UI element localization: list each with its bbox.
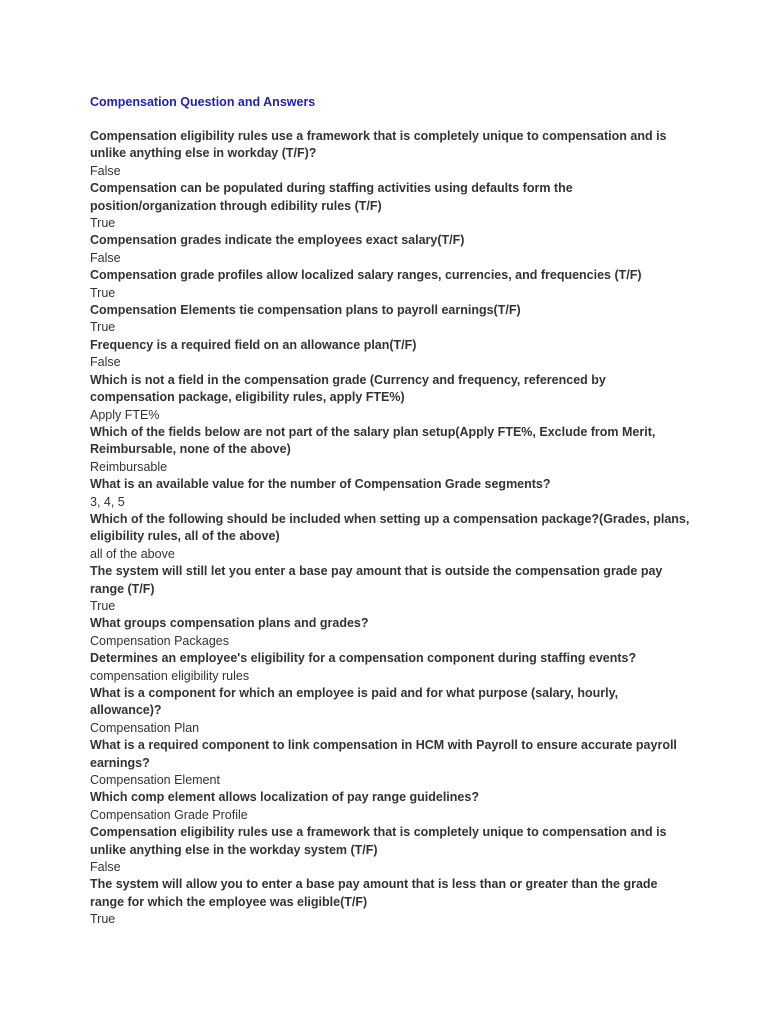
document-title: Compensation Question and Answers: [90, 95, 316, 109]
answer-text: False: [90, 355, 121, 370]
answer-text: Compensation Plan: [90, 720, 200, 735]
qa-item: [90, 737, 690, 789]
answer-text: Compensation Element: [90, 773, 220, 788]
qa-item: [90, 876, 690, 928]
answer-text: True: [90, 320, 116, 335]
qa-item: [90, 563, 690, 615]
question-text: Compensation can be populated during staffing activities using defaults form the position/organization through edibility rules (T/F): [90, 181, 573, 213]
question-text: Which is not a field in the compensation grade (Currency and frequency, referenced by compensation package, eligibility rules, apply FTE%): [90, 372, 606, 405]
qa-item: [90, 180, 690, 232]
question-text: What is a required component to link compensation in HCM with Payroll to ensure accurate payroll earnings?: [90, 738, 677, 770]
question-text: Which of the following should be included when setting up a compensation package?(Grades, plans, eligibility rules, all of the above): [90, 511, 690, 544]
qa-list: [90, 128, 690, 929]
qa-item: [90, 267, 690, 302]
qa-item: [90, 337, 690, 372]
question-text: Which of the fields below are not part of the salary plan setup(Apply FTE%, Exclude from Merit, Reimbursable, none of the above): [90, 424, 656, 457]
question-text: What groups compensation plans and grades?: [90, 616, 369, 631]
qa-item: [90, 685, 690, 737]
question-text: What is a component for which an employee is paid and for what purpose (salary, hourly, allowance)?: [90, 686, 619, 718]
question-text: Compensation Elements tie compensation plans to payroll earnings(T/F): [90, 303, 521, 318]
answer-text: Reimbursable: [90, 459, 168, 474]
qa-item: [90, 372, 690, 424]
answer-text: Apply FTE%: [90, 407, 160, 422]
answer-text: False: [90, 250, 121, 265]
qa-item: [90, 232, 690, 267]
answer-text: Compensation Packages: [90, 633, 229, 648]
question-text: Compensation eligibility rules use a framework that is completely unique to compensation and is unlike anything else in the workday system (T/F): [90, 825, 667, 857]
qa-item: [90, 424, 690, 476]
answer-text: 3, 4, 5: [90, 494, 125, 509]
question-text: Which comp element allows localization of pay range guidelines?: [90, 790, 479, 805]
question-text: Determines an employee's eligibility for a compensation component during staffing events?: [90, 651, 637, 666]
answer-text: Compensation Grade Profile: [90, 807, 248, 822]
qa-item: [90, 302, 690, 337]
answer-text: False: [90, 163, 121, 178]
question-text: The system will still let you enter a base pay amount that is outside the compensation grade pay range (T/F): [90, 564, 663, 596]
question-text: Compensation grades indicate the employees exact salary(T/F): [90, 233, 465, 248]
qa-item: [90, 476, 690, 511]
answer-text: False: [90, 860, 121, 875]
answer-text: compensation eligibility rules: [90, 668, 250, 683]
qa-item: [90, 650, 690, 685]
answer-text: True: [90, 598, 116, 613]
qa-item: [90, 615, 690, 650]
answer-text: True: [90, 216, 116, 231]
question-text: Frequency is a required field on an allowance plan(T/F): [90, 337, 417, 352]
question-text: What is an available value for the number of Compensation Grade segments?: [90, 477, 551, 492]
answer-text: True: [90, 912, 116, 927]
qa-item: [90, 824, 690, 876]
answer-text: True: [90, 285, 116, 300]
question-text: Compensation grade profiles allow localized salary ranges, currencies, and frequencies (T/F): [90, 268, 642, 283]
answer-text: all of the above: [90, 546, 175, 561]
question-text: Compensation eligibility rules use a framework that is completely unique to compensation and is unlike anything else in workday (T/F)?: [90, 129, 667, 161]
question-text: The system will allow you to enter a base pay amount that is less than or greater than the grade range for which the employee was eligible(T/F): [90, 877, 658, 909]
qa-item: [90, 128, 690, 180]
qa-item: [90, 511, 690, 563]
qa-item: [90, 789, 690, 824]
